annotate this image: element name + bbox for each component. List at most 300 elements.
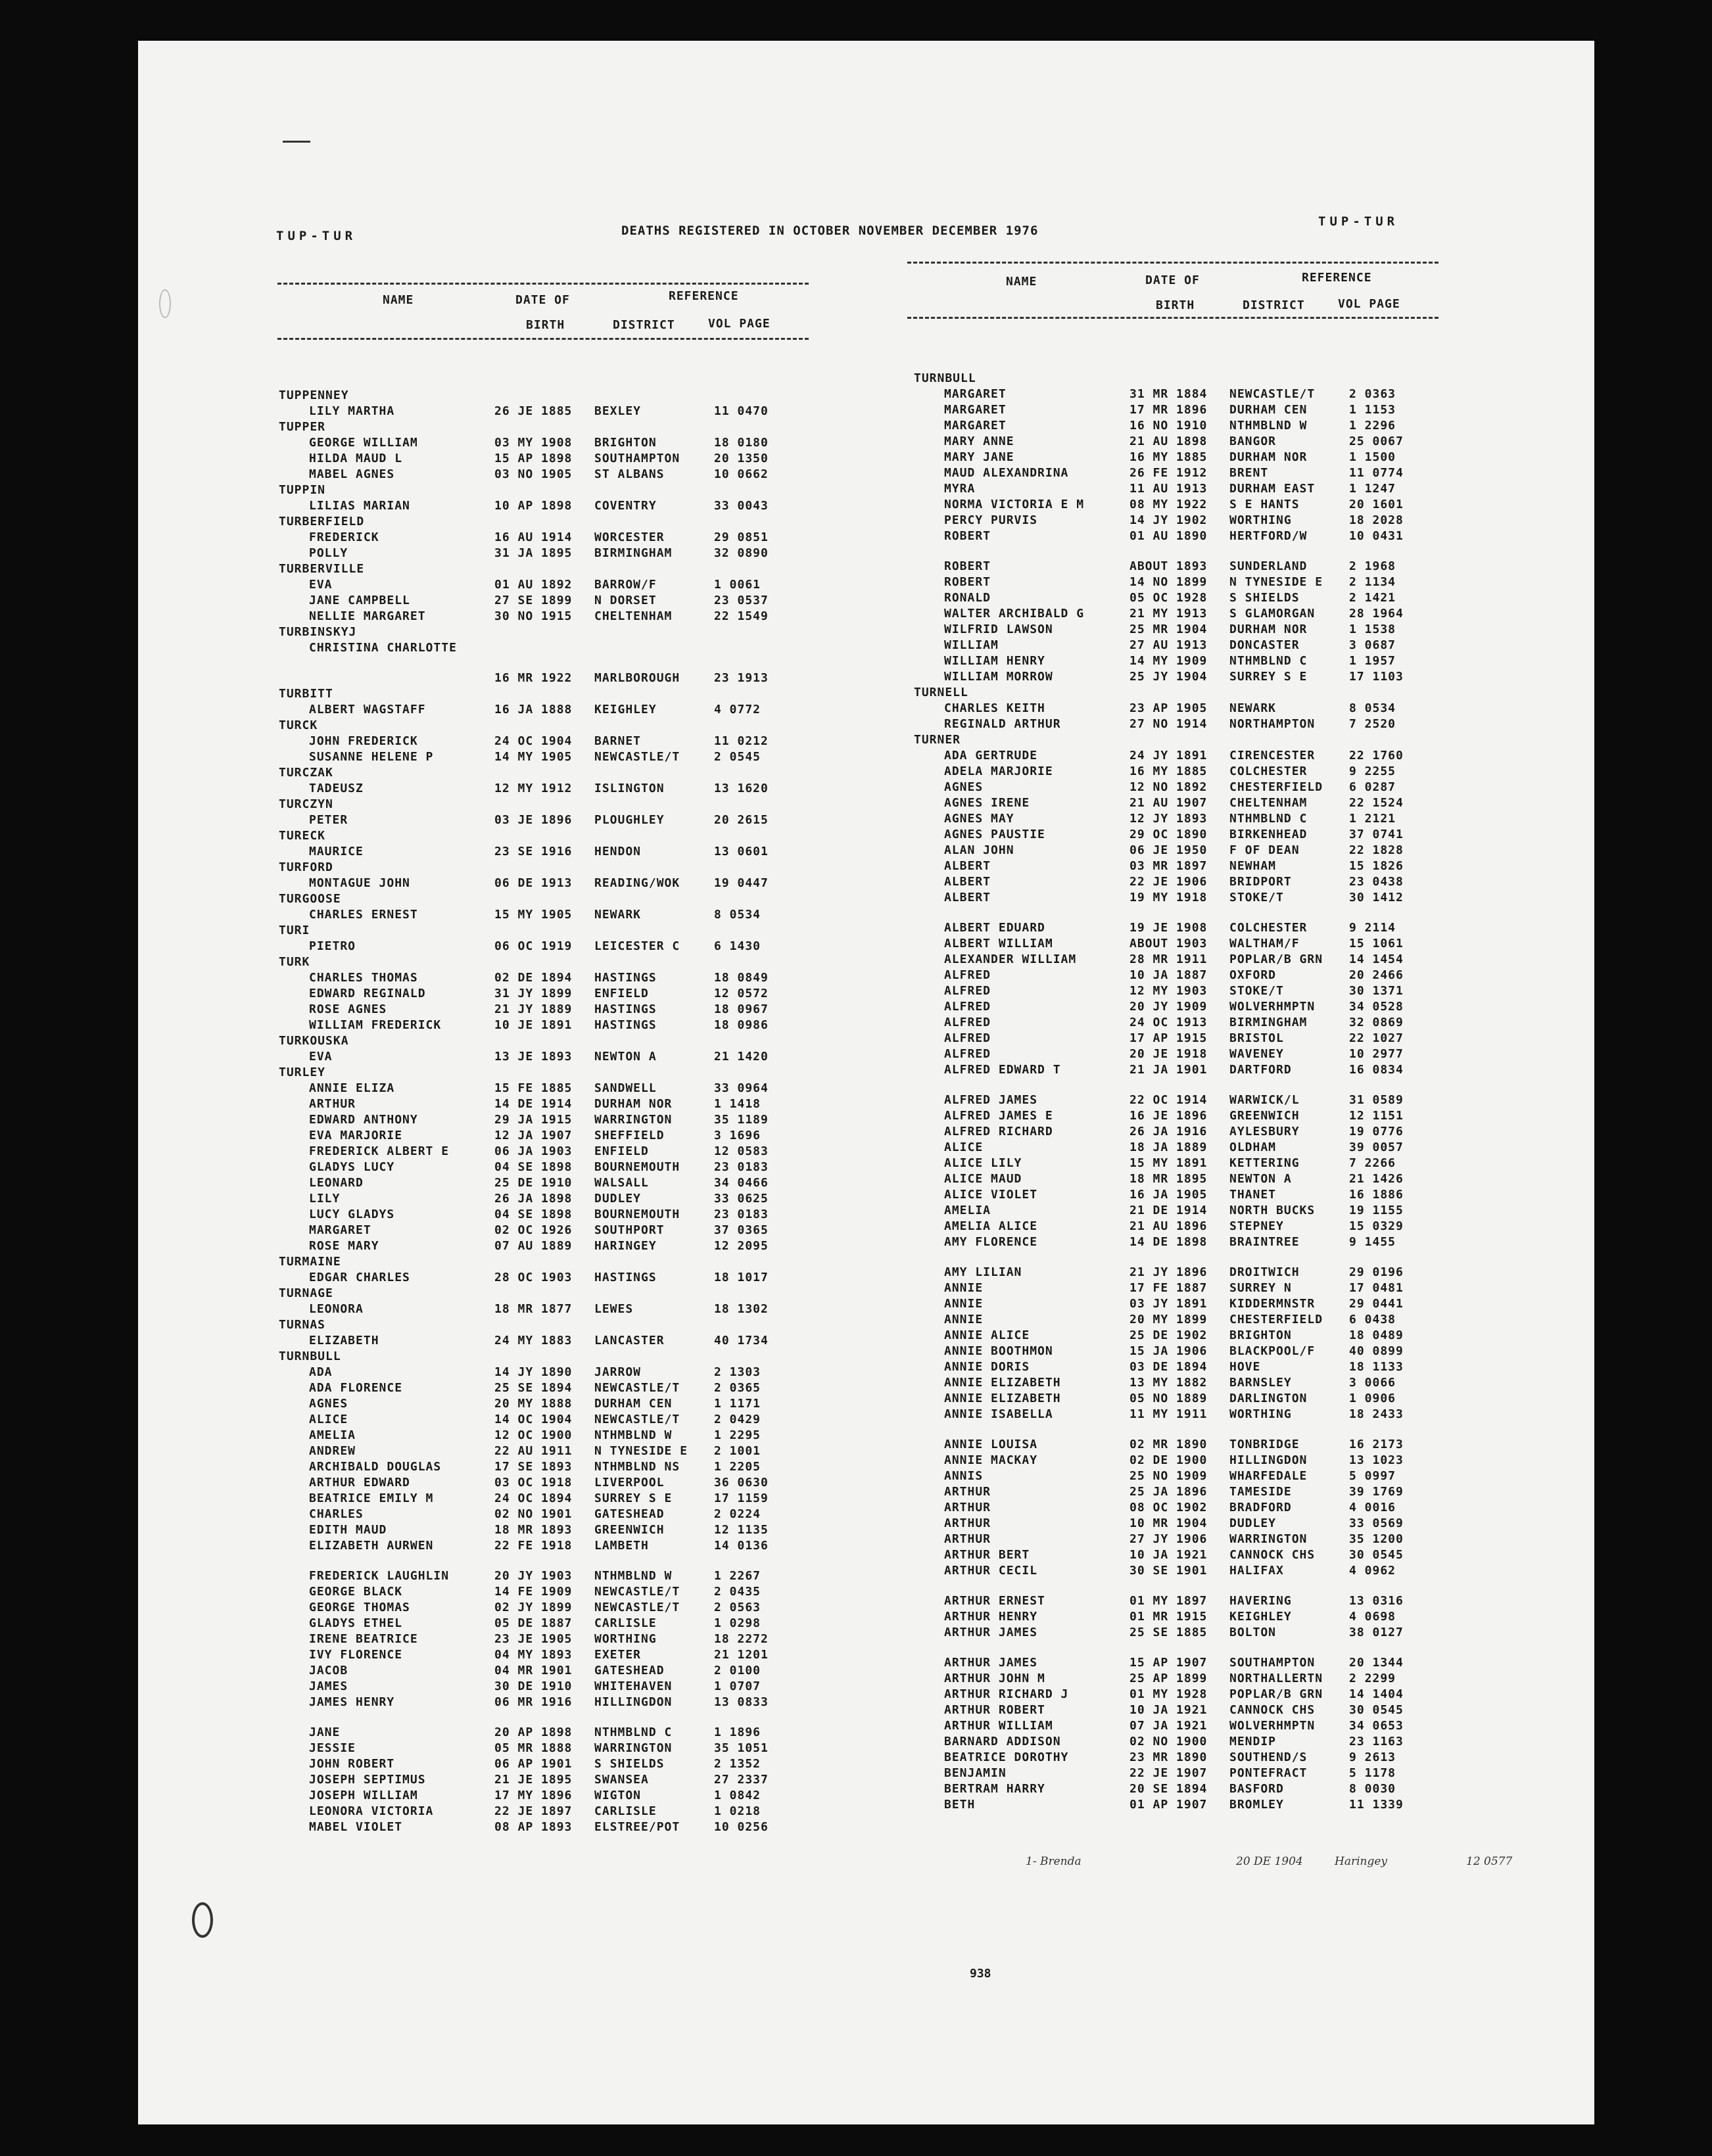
entry-reference: 37 0365 xyxy=(714,1223,769,1237)
entry-birth-date: 25 SE 1894 xyxy=(494,1381,573,1395)
entry-reference: 1 1247 xyxy=(1349,482,1396,496)
entry-name: ROBERT xyxy=(944,559,991,573)
entry-birth-date: 17 MY 1896 xyxy=(494,1789,573,1802)
entry-row xyxy=(914,1359,1479,1375)
entry-reference: 20 1601 xyxy=(1349,498,1404,511)
entry-name: TURCZYN xyxy=(279,797,333,811)
entry-birth-date: 30 NO 1915 xyxy=(494,609,573,623)
entry-reference: 18 2433 xyxy=(1349,1407,1404,1421)
entry-name: LILIAS MARIAN xyxy=(309,499,410,513)
entry-name: ANNIE xyxy=(944,1297,984,1311)
entry-district: ENFIELD xyxy=(594,987,649,1000)
entry-district: TAMESIDE xyxy=(1229,1485,1292,1499)
entry-reference: 23 0438 xyxy=(1349,875,1404,889)
entry-row xyxy=(279,1695,844,1710)
entry-row xyxy=(914,1375,1479,1391)
entry-reference: 20 1350 xyxy=(714,452,769,465)
entry-name: EVA MARJORIE xyxy=(309,1129,403,1142)
entry-row xyxy=(279,1018,844,1033)
surname-row xyxy=(914,685,1479,701)
row-spacer xyxy=(279,656,844,670)
surname-row xyxy=(279,923,844,939)
entry-name: WILFRID LAWSON xyxy=(944,622,1053,636)
entry-name: GEORGE BLACK xyxy=(309,1585,403,1599)
entry-district: NEWHAM xyxy=(1229,859,1277,873)
entry-name: ARTHUR EDWARD xyxy=(309,1476,410,1489)
entry-reference: 1 1418 xyxy=(714,1097,761,1111)
entry-name: ANNIE xyxy=(944,1281,984,1295)
entry-name: ANNIE BOOTHMON xyxy=(944,1344,1053,1358)
entry-birth-date: 10 JA 1887 xyxy=(1129,968,1208,982)
entry-district: WOLVERHMPTN xyxy=(1229,1719,1316,1733)
entry-name: GLADYS LUCY xyxy=(309,1160,395,1174)
entry-name: MARY ANNE xyxy=(944,434,1014,448)
entry-reference: 39 0057 xyxy=(1349,1140,1404,1154)
entry-birth-date: 10 AP 1898 xyxy=(494,499,573,513)
entry-row xyxy=(914,968,1479,983)
entry-district: SURREY N xyxy=(1229,1281,1292,1295)
entry-district: NEWCASTLE/T xyxy=(594,1381,680,1395)
entry-district: COLCHESTER xyxy=(1229,921,1308,935)
entry-name: TURBITT xyxy=(279,687,333,701)
entry-name: GEORGE WILLIAM xyxy=(309,436,418,450)
entry-district: S SHIELDS xyxy=(594,1757,665,1771)
entry-district: S SHIELDS xyxy=(1229,591,1300,605)
entry-row xyxy=(914,1734,1479,1750)
entry-birth-date: 21 JA 1901 xyxy=(1129,1063,1208,1077)
entry-district: S E HANTS xyxy=(1229,498,1300,511)
entry-row xyxy=(279,970,844,986)
entry-name: CHARLES xyxy=(309,1507,364,1521)
entry-name: AMY FLORENCE xyxy=(944,1235,1038,1249)
entry-reference: 32 0869 xyxy=(1349,1016,1404,1029)
entry-birth-date: 27 AU 1913 xyxy=(1129,638,1208,652)
entry-reference: 22 1760 xyxy=(1349,749,1404,762)
entry-birth-date: 14 FE 1909 xyxy=(494,1585,573,1599)
entry-name: MARGARET xyxy=(309,1223,371,1237)
entry-birth-date: 07 JA 1921 xyxy=(1129,1719,1208,1733)
surname-row xyxy=(914,371,1479,387)
entry-row xyxy=(279,1223,844,1238)
entry-name: FREDERICK xyxy=(309,530,379,544)
entry-row xyxy=(279,404,844,419)
entry-reference: 33 0043 xyxy=(714,499,769,513)
entry-row xyxy=(914,528,1479,544)
entry-row xyxy=(279,749,844,765)
entry-row xyxy=(914,748,1479,764)
entry-district: WHITEHAVEN xyxy=(594,1679,673,1693)
entry-name: LILY MARTHA xyxy=(309,404,395,418)
entry-reference: 21 1420 xyxy=(714,1050,769,1064)
entry-row xyxy=(914,1108,1479,1124)
entry-district: KEIGHLEY xyxy=(1229,1610,1292,1624)
entry-reference: 17 1159 xyxy=(714,1491,769,1505)
entry-birth-date: 01 AP 1907 xyxy=(1129,1798,1208,1812)
entry-birth-date: 06 JA 1903 xyxy=(494,1144,573,1158)
col-vol-page: VOL PAGE xyxy=(708,317,771,331)
entry-district: DURHAM NOR xyxy=(1229,450,1308,464)
entry-district: KEIGHLEY xyxy=(594,703,657,716)
entry-row xyxy=(279,702,844,718)
entry-name: FREDERICK ALBERT E xyxy=(309,1144,450,1158)
entry-birth-date: 02 DE 1900 xyxy=(1129,1453,1208,1467)
entry-birth-date: 03 OC 1918 xyxy=(494,1476,573,1489)
entry-district: SWANSEA xyxy=(594,1773,649,1787)
entry-name: MAURICE xyxy=(309,845,364,858)
entry-name: GEORGE THOMAS xyxy=(309,1601,410,1614)
col-vol-page: VOL PAGE xyxy=(1338,297,1400,311)
entry-birth-date: ABOUT 1903 xyxy=(1129,937,1208,950)
entry-reference: 20 1344 xyxy=(1349,1656,1404,1670)
col-district: DISTRICT xyxy=(1243,298,1305,312)
entry-row xyxy=(914,1187,1479,1203)
entry-name: ALFRED xyxy=(944,1047,991,1061)
entry-birth-date: 18 MR 1895 xyxy=(1129,1172,1208,1186)
entry-row xyxy=(279,1160,844,1175)
entry-name: ARTHUR xyxy=(309,1097,356,1111)
entry-row xyxy=(914,1563,1479,1579)
entry-row xyxy=(914,1718,1479,1734)
entry-row xyxy=(279,1443,844,1459)
entry-district: POPLAR/B GRN xyxy=(1229,952,1323,966)
entry-district: SANDWELL xyxy=(594,1081,657,1095)
entry-row xyxy=(914,1532,1479,1547)
entry-reference: 11 0212 xyxy=(714,734,769,748)
entry-name: EVA xyxy=(309,1050,333,1064)
entry-district: DURHAM CEN xyxy=(1229,403,1308,417)
entry-row xyxy=(914,843,1479,858)
entry-district: HASTINGS xyxy=(594,1271,657,1284)
entry-birth-date: 23 JE 1905 xyxy=(494,1632,573,1646)
entry-birth-date: 17 FE 1887 xyxy=(1129,1281,1208,1295)
entry-reference: 22 1027 xyxy=(1349,1031,1404,1045)
entry-row xyxy=(914,999,1479,1015)
entry-name: TUPPENNEY xyxy=(279,388,349,402)
entry-birth-date: 20 AP 1898 xyxy=(494,1725,573,1739)
entry-reference: 2 0435 xyxy=(714,1585,761,1599)
entry-district: BLACKPOOL/F xyxy=(1229,1344,1316,1358)
entry-row xyxy=(279,907,844,923)
entry-birth-date: 06 OC 1919 xyxy=(494,939,573,953)
handwritten-district: Haringey xyxy=(1335,1855,1388,1868)
entry-birth-date: 02 NO 1901 xyxy=(494,1507,573,1521)
entry-district: S GLAMORGAN xyxy=(1229,607,1316,621)
entry-row xyxy=(279,876,844,891)
entry-birth-date: 27 NO 1914 xyxy=(1129,717,1208,731)
entry-district: KETTERING xyxy=(1229,1156,1300,1170)
entry-birth-date: 25 AP 1899 xyxy=(1129,1672,1208,1685)
entry-name: ARTHUR CECIL xyxy=(944,1564,1038,1578)
entry-row xyxy=(914,1265,1479,1280)
entry-district: SURREY S E xyxy=(594,1491,673,1505)
entry-name: ANDREW xyxy=(309,1444,356,1458)
entry-district: SUNDERLAND xyxy=(1229,559,1308,573)
entry-row xyxy=(914,858,1479,874)
entry-birth-date: 25 DE 1910 xyxy=(494,1176,573,1190)
entry-district: EXETER xyxy=(594,1648,642,1662)
entry-row xyxy=(914,1092,1479,1108)
entry-name: ALICE LILY xyxy=(944,1156,1022,1170)
entry-name: PETER xyxy=(309,813,348,827)
entry-reference: 23 0537 xyxy=(714,594,769,607)
entry-name: TURECK xyxy=(279,829,326,843)
entry-reference: 8 0534 xyxy=(714,908,761,922)
entry-row xyxy=(279,530,844,546)
entry-name: TURFORD xyxy=(279,860,333,874)
entry-reference: 18 1133 xyxy=(1349,1360,1404,1374)
entry-district: DURHAM EAST xyxy=(1229,482,1316,496)
entry-row xyxy=(914,936,1479,952)
entry-birth-date: 24 OC 1894 xyxy=(494,1491,573,1505)
entry-district: NEWCASTLE/T xyxy=(594,1601,680,1614)
entry-row xyxy=(279,1207,844,1223)
entry-birth-date: 15 MY 1891 xyxy=(1129,1156,1208,1170)
entry-district: NTHMBLND W xyxy=(1229,419,1308,433)
entry-row xyxy=(279,1647,844,1663)
entry-birth-date: 23 AP 1905 xyxy=(1129,701,1208,715)
entry-reference: 9 2114 xyxy=(1349,921,1396,935)
entry-name: ALEXANDER WILLIAM xyxy=(944,952,1077,966)
entry-reference: 17 1103 xyxy=(1349,670,1404,684)
entry-district: ST ALBANS xyxy=(594,467,665,481)
entry-name: TURNAGE xyxy=(279,1286,333,1300)
entry-reference: 31 0589 xyxy=(1349,1093,1404,1107)
entry-reference: 30 1412 xyxy=(1349,891,1404,904)
entry-birth-date: 14 MY 1909 xyxy=(1129,654,1208,668)
entry-row xyxy=(914,402,1479,418)
entry-row xyxy=(914,1516,1479,1532)
entry-birth-date: 05 NO 1889 xyxy=(1129,1392,1208,1405)
entry-birth-date: 12 MY 1903 xyxy=(1129,984,1208,998)
entry-row xyxy=(279,670,844,686)
entry-district: STOKE/T xyxy=(1229,984,1284,998)
entry-reference: 13 1023 xyxy=(1349,1453,1404,1467)
entries-left-column xyxy=(279,388,844,1835)
entry-birth-date: 18 JA 1889 xyxy=(1129,1140,1208,1154)
entry-birth-date: 11 MY 1911 xyxy=(1129,1407,1208,1421)
entry-row xyxy=(279,1112,844,1128)
scan-tick-mark xyxy=(283,141,310,143)
entry-name: ALFRED xyxy=(944,1000,991,1014)
entry-name: MARGARET xyxy=(944,387,1007,401)
entry-district: NEWTON A xyxy=(1229,1172,1292,1186)
entry-district: NEWCASTLE/T xyxy=(1229,387,1316,401)
entry-name: ROSE AGNES xyxy=(309,1002,387,1016)
entry-row xyxy=(279,1522,844,1538)
entry-district: HASTINGS xyxy=(594,1018,657,1032)
entry-name: TURNBULL xyxy=(279,1349,341,1363)
entry-reference: 14 1454 xyxy=(1349,952,1404,966)
entry-row xyxy=(279,1144,844,1160)
entry-birth-date: 24 JY 1891 xyxy=(1129,749,1208,762)
entry-reference: 2 1134 xyxy=(1349,575,1396,589)
entry-district: NTHMBLND C xyxy=(1229,812,1308,826)
entry-reference: 33 0625 xyxy=(714,1192,769,1206)
entry-name: ADA GERTRUDE xyxy=(944,749,1038,762)
entry-name: TURK xyxy=(279,955,310,969)
entry-row xyxy=(279,1175,844,1191)
entry-reference: 29 0851 xyxy=(714,530,769,544)
entry-name: ARTHUR RICHARD J xyxy=(944,1687,1069,1701)
entry-birth-date: 26 JA 1916 xyxy=(1129,1125,1208,1138)
entry-reference: 18 0986 xyxy=(714,1018,769,1032)
entry-name: LEONARD xyxy=(309,1176,364,1190)
entry-row xyxy=(914,1547,1479,1563)
row-spacer xyxy=(279,1554,844,1568)
entry-district: COLCHESTER xyxy=(1229,764,1308,778)
entry-birth-date: 16 MY 1885 xyxy=(1129,450,1208,464)
entry-reference: 22 1828 xyxy=(1349,843,1404,857)
entry-row xyxy=(279,546,844,561)
handwritten-date: 20 DE 1904 xyxy=(1236,1855,1303,1868)
entry-reference: 28 1964 xyxy=(1349,607,1404,621)
entry-district: CIRENCESTER xyxy=(1229,749,1316,762)
entry-reference: 3 0687 xyxy=(1349,638,1396,652)
entry-birth-date: 14 DE 1898 xyxy=(1129,1235,1208,1249)
entry-name: ANNIE ALICE xyxy=(944,1328,1030,1342)
entry-birth-date: 16 MY 1885 xyxy=(1129,764,1208,778)
row-spacer xyxy=(279,1710,844,1725)
entry-name: ARTHUR xyxy=(944,1485,991,1499)
entry-reference: 10 0256 xyxy=(714,1820,769,1834)
entry-birth-date: 24 MY 1883 xyxy=(494,1334,573,1348)
entry-row xyxy=(279,986,844,1002)
entry-district: LIVERPOOL xyxy=(594,1476,665,1489)
entry-name: EVA xyxy=(309,578,333,592)
entry-row xyxy=(914,638,1479,653)
entry-reference: 9 2255 xyxy=(1349,764,1396,778)
entry-birth-date: 20 JY 1909 xyxy=(1129,1000,1208,1014)
entry-row xyxy=(279,1756,844,1772)
entry-birth-date: 15 FE 1885 xyxy=(494,1081,573,1095)
entry-birth-date: 03 JY 1891 xyxy=(1129,1297,1208,1311)
entry-row xyxy=(279,1128,844,1144)
entry-birth-date: 30 SE 1901 xyxy=(1129,1564,1208,1578)
entry-district: BARNET xyxy=(594,734,642,748)
entry-birth-date: 03 DE 1894 xyxy=(1129,1360,1208,1374)
entry-district: SOUTHEND/S xyxy=(1229,1750,1308,1764)
entry-reference: 29 0196 xyxy=(1349,1265,1404,1279)
entry-reference: 18 2272 xyxy=(714,1632,769,1646)
entry-name: ELIZABETH xyxy=(309,1334,379,1348)
entry-row xyxy=(914,1484,1479,1500)
entry-row xyxy=(914,780,1479,795)
entry-birth-date: 04 SE 1898 xyxy=(494,1160,573,1174)
col-birth: BIRTH xyxy=(526,318,565,332)
entry-row xyxy=(279,1631,844,1647)
entry-birth-date: 05 DE 1887 xyxy=(494,1616,573,1630)
entry-district: HOVE xyxy=(1229,1360,1261,1374)
entry-name: ELIZABETH AURWEN xyxy=(309,1539,434,1553)
punch-hole-mark xyxy=(192,1902,213,1938)
surname-row xyxy=(279,954,844,970)
entry-reference: 21 1426 xyxy=(1349,1172,1404,1186)
entry-row xyxy=(914,1500,1479,1516)
entry-district: BIRMINGHAM xyxy=(594,546,673,560)
entry-row xyxy=(914,1391,1479,1407)
entry-district: HILLINGDON xyxy=(594,1695,673,1709)
entry-reference: 18 0180 xyxy=(714,436,769,450)
entry-reference: 18 1017 xyxy=(714,1271,769,1284)
entry-district: CARLISLE xyxy=(594,1616,657,1630)
entry-reference: 18 2028 xyxy=(1349,513,1404,527)
entry-row xyxy=(279,1365,844,1380)
surname-row xyxy=(279,860,844,876)
entry-row xyxy=(914,1781,1479,1797)
entry-reference: 34 0466 xyxy=(714,1176,769,1190)
entry-row xyxy=(914,1609,1479,1625)
surname-row xyxy=(279,388,844,404)
entry-birth-date: 22 JE 1906 xyxy=(1129,875,1208,889)
entry-name: MARGARET xyxy=(944,403,1007,417)
entry-name: ALBERT xyxy=(944,891,991,904)
entry-row xyxy=(914,1702,1479,1718)
entry-district: NTHMBLND C xyxy=(1229,654,1308,668)
entry-district: DARTFORD xyxy=(1229,1063,1292,1077)
page-title: DEATHS REGISTERED IN OCTOBER NOVEMBER DECEMBER 1976 xyxy=(621,223,1039,238)
entry-birth-date: 24 OC 1904 xyxy=(494,734,573,748)
entry-reference: 33 0569 xyxy=(1349,1516,1404,1530)
entry-reference: 2 0563 xyxy=(714,1601,761,1614)
entry-birth-date: 15 AP 1907 xyxy=(1129,1656,1208,1670)
entry-name: ALICE xyxy=(944,1140,984,1154)
entry-birth-date: 21 DE 1914 xyxy=(1129,1204,1208,1217)
entry-birth-date: 03 NO 1905 xyxy=(494,467,573,481)
entry-district: CANNOCK CHS xyxy=(1229,1703,1316,1717)
entry-reference: 13 1620 xyxy=(714,782,769,795)
entry-district: BRADFORD xyxy=(1229,1501,1292,1514)
entry-row xyxy=(914,983,1479,999)
entry-reference: 25 0067 xyxy=(1349,434,1404,448)
entry-name: ARTHUR WILLIAM xyxy=(944,1719,1053,1733)
entry-reference: 2 0365 xyxy=(714,1381,761,1395)
entry-district: NEWCASTLE/T xyxy=(594,1413,680,1426)
entry-reference: 22 1549 xyxy=(714,609,769,623)
entry-birth-date: 23 SE 1916 xyxy=(494,845,573,858)
entry-reference: 18 0849 xyxy=(714,971,769,985)
entry-name: TURNBULL xyxy=(914,371,976,385)
entry-district: DUDLEY xyxy=(594,1192,642,1206)
entry-reference: 14 1404 xyxy=(1349,1687,1404,1701)
entry-birth-date: 03 MY 1908 xyxy=(494,436,573,450)
entry-district: N DORSET xyxy=(594,594,657,607)
entry-reference: 19 0776 xyxy=(1349,1125,1404,1138)
entry-name: JAMES xyxy=(309,1679,348,1693)
entry-row xyxy=(914,590,1479,606)
entry-district: HASTINGS xyxy=(594,971,657,985)
entry-reference: 12 1151 xyxy=(1349,1109,1404,1123)
entry-row xyxy=(279,498,844,514)
entry-district: HILLINGDON xyxy=(1229,1453,1308,1467)
entry-reference: 20 2615 xyxy=(714,813,769,827)
entry-district: LEWES xyxy=(594,1302,634,1316)
entry-reference: 1 0707 xyxy=(714,1679,761,1693)
entry-name: BEATRICE DOROTHY xyxy=(944,1750,1069,1764)
entry-name: AMELIA xyxy=(309,1428,356,1442)
entry-reference: 21 1201 xyxy=(714,1648,769,1662)
entry-district: SOUTHPORT xyxy=(594,1223,665,1237)
entry-district: DURHAM NOR xyxy=(1229,622,1308,636)
entry-name: ANNIE ISABELLA xyxy=(944,1407,1053,1421)
entry-row xyxy=(914,434,1479,450)
surname-row xyxy=(279,1286,844,1301)
entry-row xyxy=(279,1788,844,1804)
entry-reference: 1 0842 xyxy=(714,1789,761,1802)
entry-birth-date: 21 AU 1896 xyxy=(1129,1219,1208,1233)
entry-birth-date: 28 OC 1903 xyxy=(494,1271,573,1284)
entry-birth-date: 05 MR 1888 xyxy=(494,1741,573,1755)
entry-district: NTHMBLND W xyxy=(594,1569,673,1583)
